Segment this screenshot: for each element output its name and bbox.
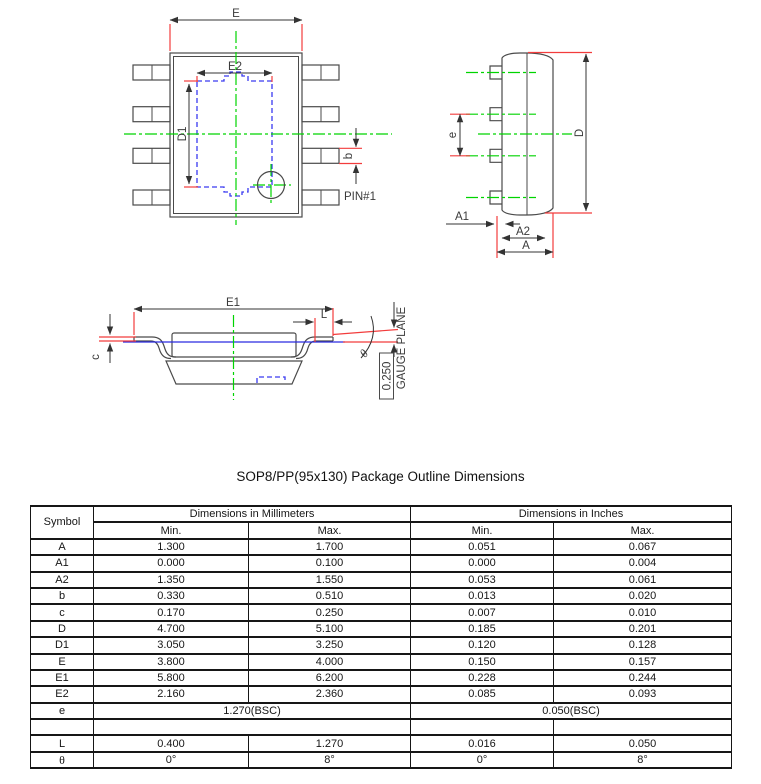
table-row (31, 588, 732, 604)
table-row (31, 752, 732, 768)
header-inches: Dimensions in Inches (411, 506, 732, 522)
cell: 0.120 (411, 637, 554, 653)
table-row (31, 572, 732, 588)
pad-mark-front (257, 377, 285, 383)
cell: 0.053 (411, 572, 554, 588)
cell: 0.013 (411, 588, 554, 604)
dim-label-D: D (574, 128, 586, 138)
cell: 1.270 (249, 735, 411, 751)
cell: 4.700 (94, 621, 249, 637)
cell-mm-bsc: 1.270(BSC) (94, 703, 411, 719)
table-row (31, 670, 732, 686)
header-mm-max: Max. (249, 522, 411, 538)
cell: 2.360 (249, 686, 411, 702)
pins-side (490, 66, 502, 204)
header-in-min: Min. (411, 522, 554, 538)
cell: 0.007 (411, 604, 554, 620)
dim-label-c: c (90, 354, 102, 360)
cell: 1.300 (94, 539, 249, 555)
dim-theta (333, 316, 398, 360)
cell-blank (554, 719, 732, 735)
dim-label-D1: D1 (177, 126, 189, 142)
cell-symbol: A (31, 539, 94, 555)
cell: 8° (249, 752, 411, 768)
cell: 0.050 (554, 735, 732, 751)
cell: 0.157 (554, 654, 732, 670)
cell-symbol: D1 (31, 637, 94, 653)
table-row (31, 555, 732, 571)
cell: 0.330 (94, 588, 249, 604)
cell: 0.244 (554, 670, 732, 686)
cell: 0.085 (411, 686, 554, 702)
cell-symbol: c (31, 604, 94, 620)
cell-symbol: E2 (31, 686, 94, 702)
table-subheader-row (31, 522, 732, 538)
dim-label-b: b (343, 152, 355, 160)
table-row-blank (31, 719, 732, 735)
cell: 3.050 (94, 637, 249, 653)
header-mm-min: Min. (94, 522, 249, 538)
dim-D (528, 53, 592, 214)
cell-symbol: L (31, 735, 94, 751)
cell: 0.400 (94, 735, 249, 751)
cell-symbol: e (31, 703, 94, 719)
cell: 0.170 (94, 604, 249, 620)
cell: 4.000 (249, 654, 411, 670)
table-row (31, 604, 732, 620)
cell-symbol: b (31, 588, 94, 604)
dim-label-E1: E1 (225, 297, 241, 309)
cell: 3.250 (249, 637, 411, 653)
cell-symbol: θ (31, 752, 94, 768)
cell: 0.067 (554, 539, 732, 555)
cell: 0.228 (411, 670, 554, 686)
cell: 0° (411, 752, 554, 768)
cell: 1.700 (249, 539, 411, 555)
pins-right (302, 65, 339, 205)
dim-label-A1: A1 (454, 211, 470, 223)
dim-E2 (197, 61, 272, 82)
cell: 0.010 (554, 604, 732, 620)
dim-label-e: e (447, 131, 459, 139)
cell-blank (31, 719, 94, 735)
table-row (31, 654, 732, 670)
dim-label-A: A (522, 240, 530, 252)
table-row (31, 621, 732, 637)
cell: 0.004 (554, 555, 732, 571)
table-row (31, 539, 732, 555)
dim-label-E2: E2 (227, 61, 243, 73)
front-view (90, 297, 408, 400)
cell-symbol: A2 (31, 572, 94, 588)
dim-e-pitch (447, 114, 470, 156)
dim-label-L: L (320, 309, 328, 321)
cell: 6.200 (249, 670, 411, 686)
gauge-plane-callout (380, 302, 409, 399)
dim-label-A2: A2 (515, 226, 531, 238)
dim-c (90, 314, 136, 363)
dim-E (170, 8, 302, 51)
cell: 0.020 (554, 588, 732, 604)
dim-A2 (502, 226, 545, 238)
top-view (124, 8, 392, 225)
pins-left (133, 65, 170, 205)
centerlines-side-view (466, 73, 572, 198)
cell: 3.800 (94, 654, 249, 670)
cell: 0.150 (411, 654, 554, 670)
header-mm: Dimensions in Millimeters (94, 506, 411, 522)
header-symbol: Symbol (31, 506, 94, 539)
dim-label-theta: θ (356, 346, 372, 361)
cell: 0° (94, 752, 249, 768)
cell: 0.201 (554, 621, 732, 637)
cell: 5.800 (94, 670, 249, 686)
cell-in-bsc: 0.050(BSC) (411, 703, 732, 719)
cell: 1.550 (249, 572, 411, 588)
table-row (31, 686, 732, 702)
pin1-label: PIN#1 (344, 191, 376, 203)
cell: 0.051 (411, 539, 554, 555)
cell: 0.250 (249, 604, 411, 620)
cell: 0.016 (411, 735, 554, 751)
cell: 5.100 (249, 621, 411, 637)
table-row (31, 637, 732, 653)
gauge-plane-label: GAUGE PLANE (396, 306, 408, 390)
cell: 0.000 (94, 555, 249, 571)
table-row-e (31, 703, 732, 719)
cell: 0.128 (554, 637, 732, 653)
cell: 0.061 (554, 572, 732, 588)
dim-A1 (446, 211, 520, 224)
cell-symbol: A1 (31, 555, 94, 571)
cell: 0.000 (411, 555, 554, 571)
drawing-title: SOP8/PP(95x130) Package Outline Dimensions (236, 469, 525, 484)
gauge-offset-value: 0.250 (381, 361, 394, 391)
dim-label-E: E (232, 8, 240, 20)
cell: 0.100 (249, 555, 411, 571)
cell: 2.160 (94, 686, 249, 702)
cell-symbol: E1 (31, 670, 94, 686)
table-header-row (31, 506, 732, 522)
cell-blank (411, 719, 554, 735)
cell-symbol: D (31, 621, 94, 637)
cell: 0.185 (411, 621, 554, 637)
header-in-max: Max. (554, 522, 732, 538)
cell: 1.350 (94, 572, 249, 588)
side-view (446, 53, 592, 259)
cell: 0.510 (249, 588, 411, 604)
cell-blank (94, 719, 411, 735)
cell: 8° (554, 752, 732, 768)
cell-symbol: E (31, 654, 94, 670)
cell: 0.093 (554, 686, 732, 702)
dim-b (339, 128, 362, 184)
dimensions-table (30, 505, 732, 769)
table-row (31, 735, 732, 751)
